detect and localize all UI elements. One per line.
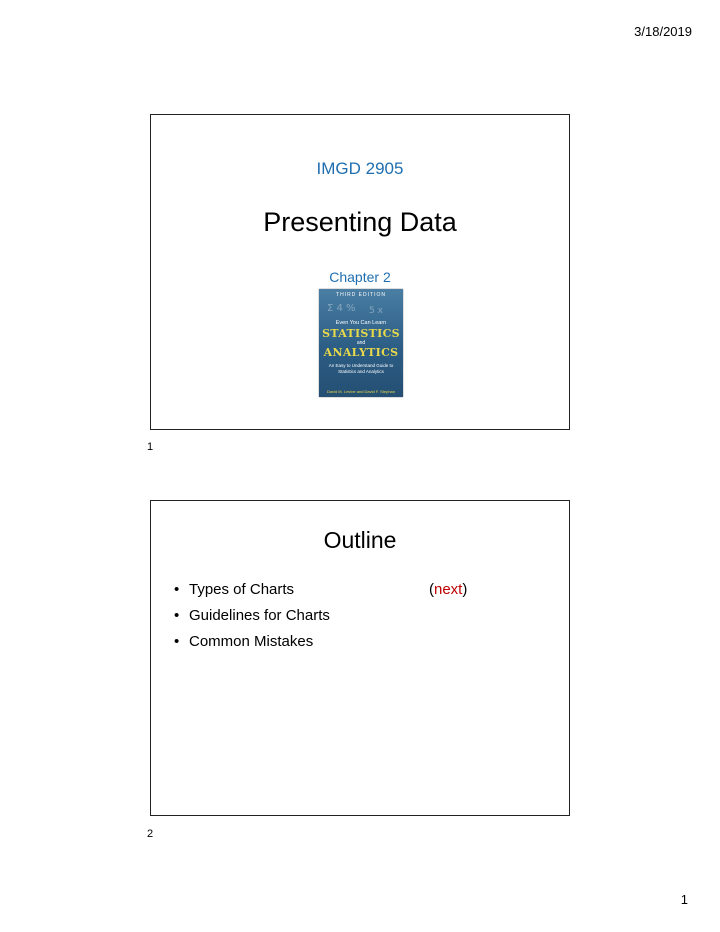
chapter-label: Chapter 2 — [329, 269, 391, 285]
bullet-icon: • — [174, 633, 180, 650]
slide-title: Outline — [323, 527, 397, 553]
bullet-icon: • — [174, 581, 180, 598]
bullet-icon: • — [174, 607, 180, 624]
slide-2 — [150, 500, 570, 816]
book-authors: David M. Levine and David F. Stephan — [326, 389, 396, 394]
book-title-line-2: ANALYTICS — [323, 346, 399, 359]
bullet-list — [171, 577, 559, 655]
svg-text:5 x: 5 x — [369, 306, 383, 316]
course-code: IMGD 2905 — [316, 159, 404, 178]
list-item — [171, 629, 559, 655]
book-and: and — [356, 340, 366, 346]
bullet-text: Guidelines for Charts — [189, 607, 330, 624]
book-title-line-1: STATISTICS — [322, 327, 400, 340]
slide-number: 1 — [147, 441, 154, 453]
next-highlight: next — [434, 581, 463, 598]
list-item — [171, 577, 559, 603]
book-edition: THIRD EDITION — [336, 292, 386, 298]
bullet-note: (next) — [429, 581, 468, 598]
slide-number: 2 — [147, 828, 154, 840]
slide-1 — [150, 114, 570, 430]
bullet-text: Types of Charts — [189, 581, 295, 598]
book-cover-image — [319, 289, 403, 397]
list-item — [171, 603, 559, 629]
book-subtitle: Even You Can Learn — [335, 320, 387, 326]
page-date: 3/18/2019 — [634, 24, 692, 39]
svg-text:Σ 4 %: Σ 4 % — [327, 303, 356, 314]
bullet-text: Common Mistakes — [189, 633, 314, 650]
slide-title: Presenting Data — [263, 207, 457, 237]
book-tagline: An Easy to Understand Guide to Statistics and Analytics — [328, 363, 394, 374]
book-decoration — [323, 297, 399, 317]
page-number: 1 — [680, 892, 688, 907]
